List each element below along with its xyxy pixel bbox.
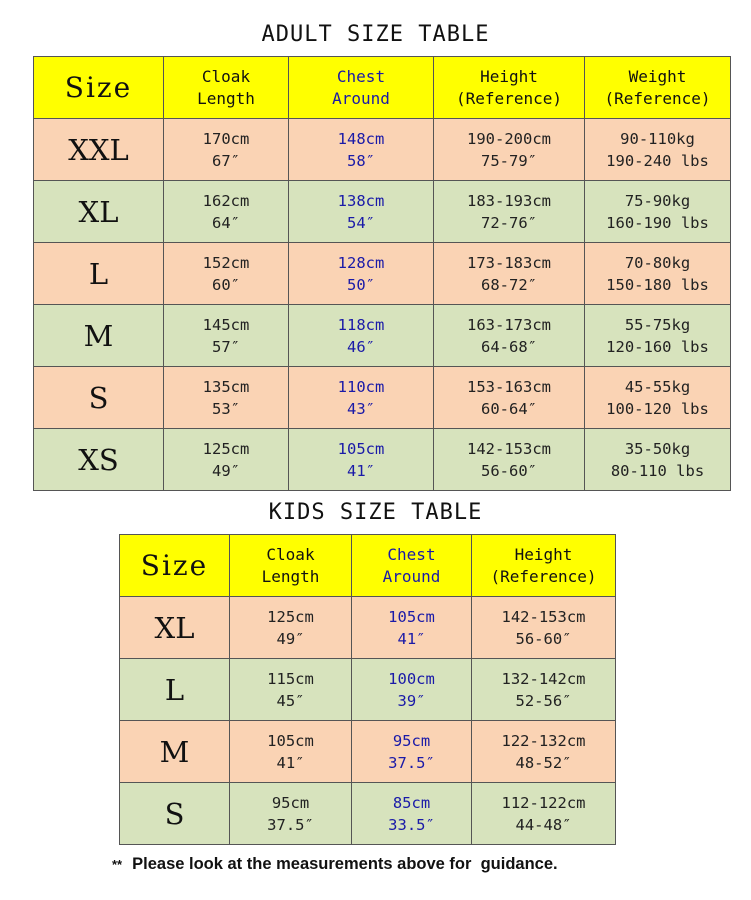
adult-table-title: ADULT SIZE TABLE [261,22,490,47]
adult-weight-cell: 55-75kg 120-160 lbs [585,305,731,367]
kids-header-cell: Height (Reference) [472,535,616,597]
kids-size-cell: L [120,659,230,721]
adult-weight-cell: 90-110kg 190-240 lbs [585,119,731,181]
kids-header-row [120,535,616,597]
kids-cloak-cell: 105cm 41″ [230,721,352,783]
kids-chest-cell: 105cm 41″ [352,597,472,659]
kids-size-table [119,534,616,845]
adult-size-row [34,367,731,429]
adult-header-row [34,57,731,119]
adult-size-cell: XXL [34,119,164,181]
kids-cloak-cell: 125cm 49″ [230,597,352,659]
adult-cloak-cell: 152cm 60″ [164,243,289,305]
kids-table-title: KIDS SIZE TABLE [268,500,483,525]
note-text: Please look at the measurements above for guidance. [132,855,558,873]
adult-size-cell: M [34,305,164,367]
kids-size-cell: XL [120,597,230,659]
adult-size-cell: XL [34,181,164,243]
kids-height-cell: 132-142cm 52-56″ [472,659,616,721]
kids-size-row [120,721,616,783]
kids-cloak-cell: 95cm 37.5″ [230,783,352,845]
adult-chest-cell: 110cm 43″ [289,367,434,429]
adult-header-cell: Weight (Reference) [585,57,731,119]
kids-size-cell: M [120,721,230,783]
adult-header-cell: Chest Around [289,57,434,119]
adult-weight-cell: 70-80kg 150-180 lbs [585,243,731,305]
adult-header-cell: Cloak Length [164,57,289,119]
adult-size-row [34,305,731,367]
adult-size-row [34,181,731,243]
kids-chest-cell: 100cm 39″ [352,659,472,721]
adult-size-cell: S [34,367,164,429]
adult-height-cell: 190-200cm 75-79″ [434,119,585,181]
kids-header-cell: Chest Around [352,535,472,597]
kids-size-row [120,659,616,721]
adult-cloak-cell: 162cm 64″ [164,181,289,243]
adult-size-row [34,119,731,181]
adult-weight-cell: 45-55kg 100-120 lbs [585,367,731,429]
kids-size-cell: S [120,783,230,845]
adult-height-cell: 183-193cm 72-76″ [434,181,585,243]
adult-size-row [34,429,731,491]
adult-height-cell: 153-163cm 60-64″ [434,367,585,429]
adult-size-table [33,56,731,491]
kids-height-cell: 122-132cm 48-52″ [472,721,616,783]
adult-cloak-cell: 145cm 57″ [164,305,289,367]
kids-size-row [120,783,616,845]
kids-height-cell: 112-122cm 44-48″ [472,783,616,845]
adult-chest-cell: 105cm 41″ [289,429,434,491]
adult-chest-cell: 118cm 46″ [289,305,434,367]
adult-height-cell: 163-173cm 64-68″ [434,305,585,367]
adult-size-cell: L [34,243,164,305]
adult-weight-cell: 35-50kg 80-110 lbs [585,429,731,491]
adult-cloak-cell: 170cm 67″ [164,119,289,181]
kids-header-cell: Size [120,535,230,597]
adult-cloak-cell: 125cm 49″ [164,429,289,491]
adult-header-cell: Height (Reference) [434,57,585,119]
kids-chest-cell: 95cm 37.5″ [352,721,472,783]
adult-header-cell: Size [34,57,164,119]
kids-height-cell: 142-153cm 56-60″ [472,597,616,659]
adult-size-cell: XS [34,429,164,491]
adult-chest-cell: 138cm 54″ [289,181,434,243]
guidance-note [112,855,558,874]
kids-cloak-cell: 115cm 45″ [230,659,352,721]
note-asterisks: ** [112,857,123,872]
adult-chest-cell: 148cm 58″ [289,119,434,181]
adult-cloak-cell: 135cm 53″ [164,367,289,429]
adult-height-cell: 173-183cm 68-72″ [434,243,585,305]
adult-size-row [34,243,731,305]
adult-height-cell: 142-153cm 56-60″ [434,429,585,491]
adult-chest-cell: 128cm 50″ [289,243,434,305]
kids-header-cell: Cloak Length [230,535,352,597]
adult-weight-cell: 75-90kg 160-190 lbs [585,181,731,243]
kids-chest-cell: 85cm 33.5″ [352,783,472,845]
kids-size-row [120,597,616,659]
